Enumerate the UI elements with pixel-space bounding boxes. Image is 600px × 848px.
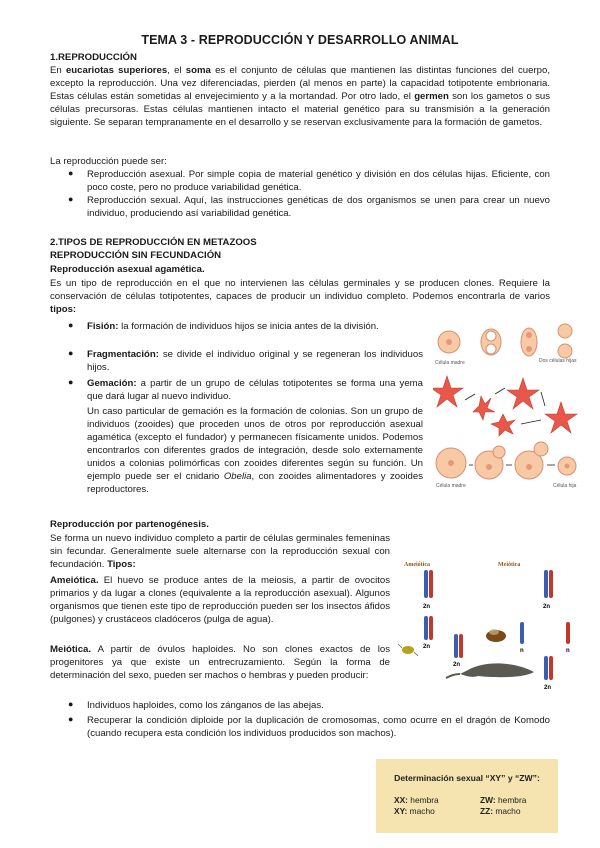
- chromosome: [454, 634, 458, 658]
- term-tipos-2: Tipos:: [107, 559, 136, 570]
- bud: [493, 446, 505, 458]
- term-soma: soma: [185, 65, 211, 76]
- text: Se forma un nuevo individuo completo a partir de células germinales femeninas sin fecundar. Generalmente suele alternarse con la reproducción sexual con fecundación.: [50, 533, 390, 570]
- paragraph-meiotica: [50, 643, 390, 682]
- arrow-icon: [465, 394, 475, 400]
- label-daughter-cell-2: Célula hija: [553, 483, 577, 489]
- label-meiotica: Meiótica: [498, 562, 521, 568]
- term-obelia: Obelia: [223, 471, 252, 482]
- nucleus: [486, 464, 492, 470]
- arrow-icon: [521, 420, 541, 424]
- list-item-diploide: Recuperar la condición diploide por la duplicación de cromosomas, como ocurre en el dragón de Komodo (cuando recupera esta condición los individuos producidos son machos).: [87, 715, 550, 739]
- bullet-dot: ●: [68, 320, 74, 330]
- box-xx: [394, 795, 439, 805]
- box-title: Determinación sexual “XY” y “ZW”:: [394, 773, 540, 783]
- term-fision: Fisión:: [87, 321, 119, 332]
- bullet-dot: ●: [68, 714, 74, 724]
- list-item-haploides: Individuos haploides, como los zánganos de las abejas.: [87, 700, 324, 711]
- label-2n: 2n: [453, 662, 461, 668]
- box-zz: [480, 806, 521, 816]
- list-item-fragmentacion: [87, 348, 423, 374]
- cell-part: [486, 331, 496, 341]
- section-heading-reproduccion: 1.REPRODUCCIÓN: [50, 52, 137, 63]
- term-xx: XX:: [394, 795, 408, 805]
- term-ameiotica: Ameiótica.: [50, 575, 99, 586]
- haploid-chromosomes: [520, 622, 570, 654]
- starfish-fragment-icon: [473, 396, 495, 420]
- bee-wing: [489, 629, 499, 635]
- aphid-leg: [398, 644, 402, 648]
- list-item-asexual: Reproducción asexual. Por simple copia de material genético y división en dos células hijas. Eficiente, con poco coste, pero no produce variabilidad genética.: [87, 169, 550, 193]
- chromosome: [429, 570, 433, 598]
- label-2n: 2n: [543, 604, 551, 610]
- chromosome: [459, 634, 463, 658]
- bullet-dot: ●: [68, 699, 74, 709]
- text: En: [50, 65, 66, 76]
- subheading-partenogenesis: Reproducción por partenogénesis.: [50, 519, 209, 530]
- text: la formación de individuos hijos se inicia antes de la división.: [118, 321, 379, 332]
- daughter-cell: [558, 324, 572, 338]
- chromosome: [424, 570, 428, 598]
- chromosome: [424, 616, 428, 640]
- page-title: TEMA 3 - REPRODUCCIÓN Y DESARROLLO ANIMAL: [141, 33, 459, 47]
- aphid-icon: [398, 644, 418, 656]
- paragraph-ameiotica: [50, 574, 390, 626]
- subheading-sin-fecundacion: REPRODUCCIÓN SIN FECUNDACIÓN: [50, 250, 222, 261]
- term-zw: ZW:: [480, 795, 496, 805]
- list-item-gemacion: [87, 377, 423, 403]
- starfish-icon: [433, 376, 463, 407]
- dragon-body: [460, 663, 534, 677]
- text: , con zooides alimentadores y zooides reproductores.: [87, 471, 424, 495]
- starfish-icon: [507, 378, 539, 409]
- paragraph-partenogenesis: [50, 532, 390, 571]
- chromosome-pair: [423, 616, 433, 650]
- list-item-sexual: Reproducción sexual. Aquí, las instrucciones genéticas de dos organismos se unen para crear un nuevo individuo, produciendo así variabilidad genética.: [87, 195, 550, 219]
- chromosome: [520, 622, 524, 644]
- arrow-icon: [541, 392, 545, 406]
- chromosome: [566, 622, 570, 644]
- chromosome-pair: [423, 570, 433, 610]
- section-heading-tipos: 2.TIPOS DE REPRODUCCIÓN EN METAZOOS: [50, 237, 257, 248]
- starfish-icon: [545, 402, 577, 433]
- nucleus: [526, 346, 532, 352]
- aphid-leg: [414, 652, 418, 656]
- term-germen: germen: [414, 91, 449, 102]
- text: macho: [493, 806, 521, 816]
- text: A partir de óvulos haploides. No son clones exactos de los progenitores ya que existe un entrecruzamiento. Según la forma de determinación del sexo, pueden ser machos o hembras y pueden producir:: [50, 644, 390, 681]
- text: es el conjunto de células que mantienen las distintas funciones del cuerpo, excepto la reproducción. Una vez diferenciadas, pierden (al menos en parte) la capacidad totipotente embrionaria. Estas células están sometidas al envejecimiento y a la mortandad. Por otro lado, el: [50, 65, 550, 102]
- dragon-tail: [446, 674, 460, 678]
- text: Un caso particular de gemación es la formación de colonias. Son un grupo de individuos (zooides) que proceden unos de otros por reproducción asexual agamética (excepto el fundador) y permanecen físicamente unidos. Podemos encontrarlos con diferentes grados de integración, desde solo externamente unidos a colonias polimórficas con zooides diferentes según su función. Un ejemplo puede ser el cnidario: [87, 406, 423, 482]
- paragraph-colonias: [87, 405, 423, 496]
- box-zw: [480, 795, 526, 805]
- chromosome-pair: [544, 656, 553, 691]
- term-tipos: tipos:: [50, 304, 77, 315]
- text: El huevo se produce antes de la meiosis, a partir de ovocitos primarios y da lugar a clones (equivalente a la reproducción asexual). Algunos organismos que tienen este tipo de reproducción pueden ser los insectos áfidos (pulgones) y crustáceos cladóceros (pulga de agua).: [50, 575, 390, 625]
- nucleus: [526, 464, 532, 470]
- chromosome: [544, 656, 548, 680]
- fragmentation-row: [433, 376, 577, 436]
- bullet-dot: ●: [68, 348, 74, 358]
- term-meiotica: Meiótica.: [50, 644, 92, 655]
- bud: [534, 442, 548, 456]
- term-fragmentacion: Fragmentación:: [87, 349, 159, 360]
- label-2n: 2n: [544, 685, 552, 691]
- nucleus: [565, 464, 570, 469]
- chromosome-pair: [543, 570, 553, 610]
- asexual-reproduction-figure: [433, 318, 583, 490]
- bee-icon: [486, 629, 506, 642]
- text: hembra: [495, 795, 527, 805]
- term-xy: XY:: [394, 806, 408, 816]
- label-mother-cell-2: Célula madre: [436, 483, 466, 489]
- label-n: n: [520, 648, 524, 654]
- bullet-dot: ●: [68, 168, 74, 178]
- chromosome-pair: [453, 634, 463, 668]
- arrow-icon: [495, 388, 505, 394]
- term-eucariotas: eucariotas superiores: [65, 65, 168, 76]
- aphid-body: [402, 646, 414, 654]
- label-2n: 2n: [423, 604, 431, 610]
- fission-row: [435, 324, 577, 366]
- label-n: n: [566, 648, 570, 654]
- nucleus: [526, 332, 532, 338]
- chromosome: [549, 570, 553, 598]
- cell-part: [486, 344, 496, 354]
- text: , el: [167, 65, 186, 76]
- term-gemacion: Gemación:: [87, 378, 137, 389]
- label-daughter-cells: Dos células hijas: [539, 358, 577, 364]
- label-mother-cell: Célula madre: [435, 360, 465, 366]
- sex-determination-box: [376, 759, 558, 833]
- list-item-fision: [87, 320, 423, 333]
- paragraph-soma-germen: [50, 64, 550, 129]
- text: Es un tipo de reproducción en el que no intervienen las células germinales y se producen clones. Requiere la conservación de células totipotentes, capaces de producir un individuo completo. Podemos encontrarla de varios: [50, 278, 550, 302]
- starfish-icon: [491, 414, 515, 436]
- chromosome: [549, 656, 553, 680]
- paragraph-agametica: [50, 277, 550, 316]
- budding-row: [436, 442, 576, 479]
- label-2n: 2n: [423, 644, 431, 650]
- chromosome: [544, 570, 548, 598]
- text: se divide el individuo original y se regeneran los individuos hijos.: [87, 349, 423, 373]
- subheading-asexual-agametica: Reproducción asexual agamética.: [50, 264, 205, 275]
- text: macho: [407, 806, 435, 816]
- bullet-dot: ●: [68, 194, 74, 204]
- bullet-dot: ●: [68, 377, 74, 387]
- box-xy: [394, 806, 435, 816]
- text: a partir de un grupo de células totipotentes se forma una yema que dará lugar al nuevo individuo.: [87, 378, 423, 402]
- nucleus: [446, 339, 452, 345]
- paragraph-reproduccion-tipos: La reproducción puede ser:: [50, 156, 167, 167]
- chromosome: [429, 616, 433, 640]
- daughter-cell: [558, 344, 572, 358]
- label-ameiotica: Ameiótica: [404, 562, 430, 568]
- nucleus: [448, 460, 454, 466]
- text: hembra: [407, 795, 439, 805]
- parthenogenesis-figure: [398, 552, 583, 692]
- term-zz: ZZ:: [480, 806, 494, 816]
- text: son los gametos o sus células precursoras. Estas células mantienen intacto el material genético para su transmisión a la generación siguiente. Se separan tempranamente en el desarrollo y se reservan exclusivamente para la formación de gametos.: [50, 91, 550, 128]
